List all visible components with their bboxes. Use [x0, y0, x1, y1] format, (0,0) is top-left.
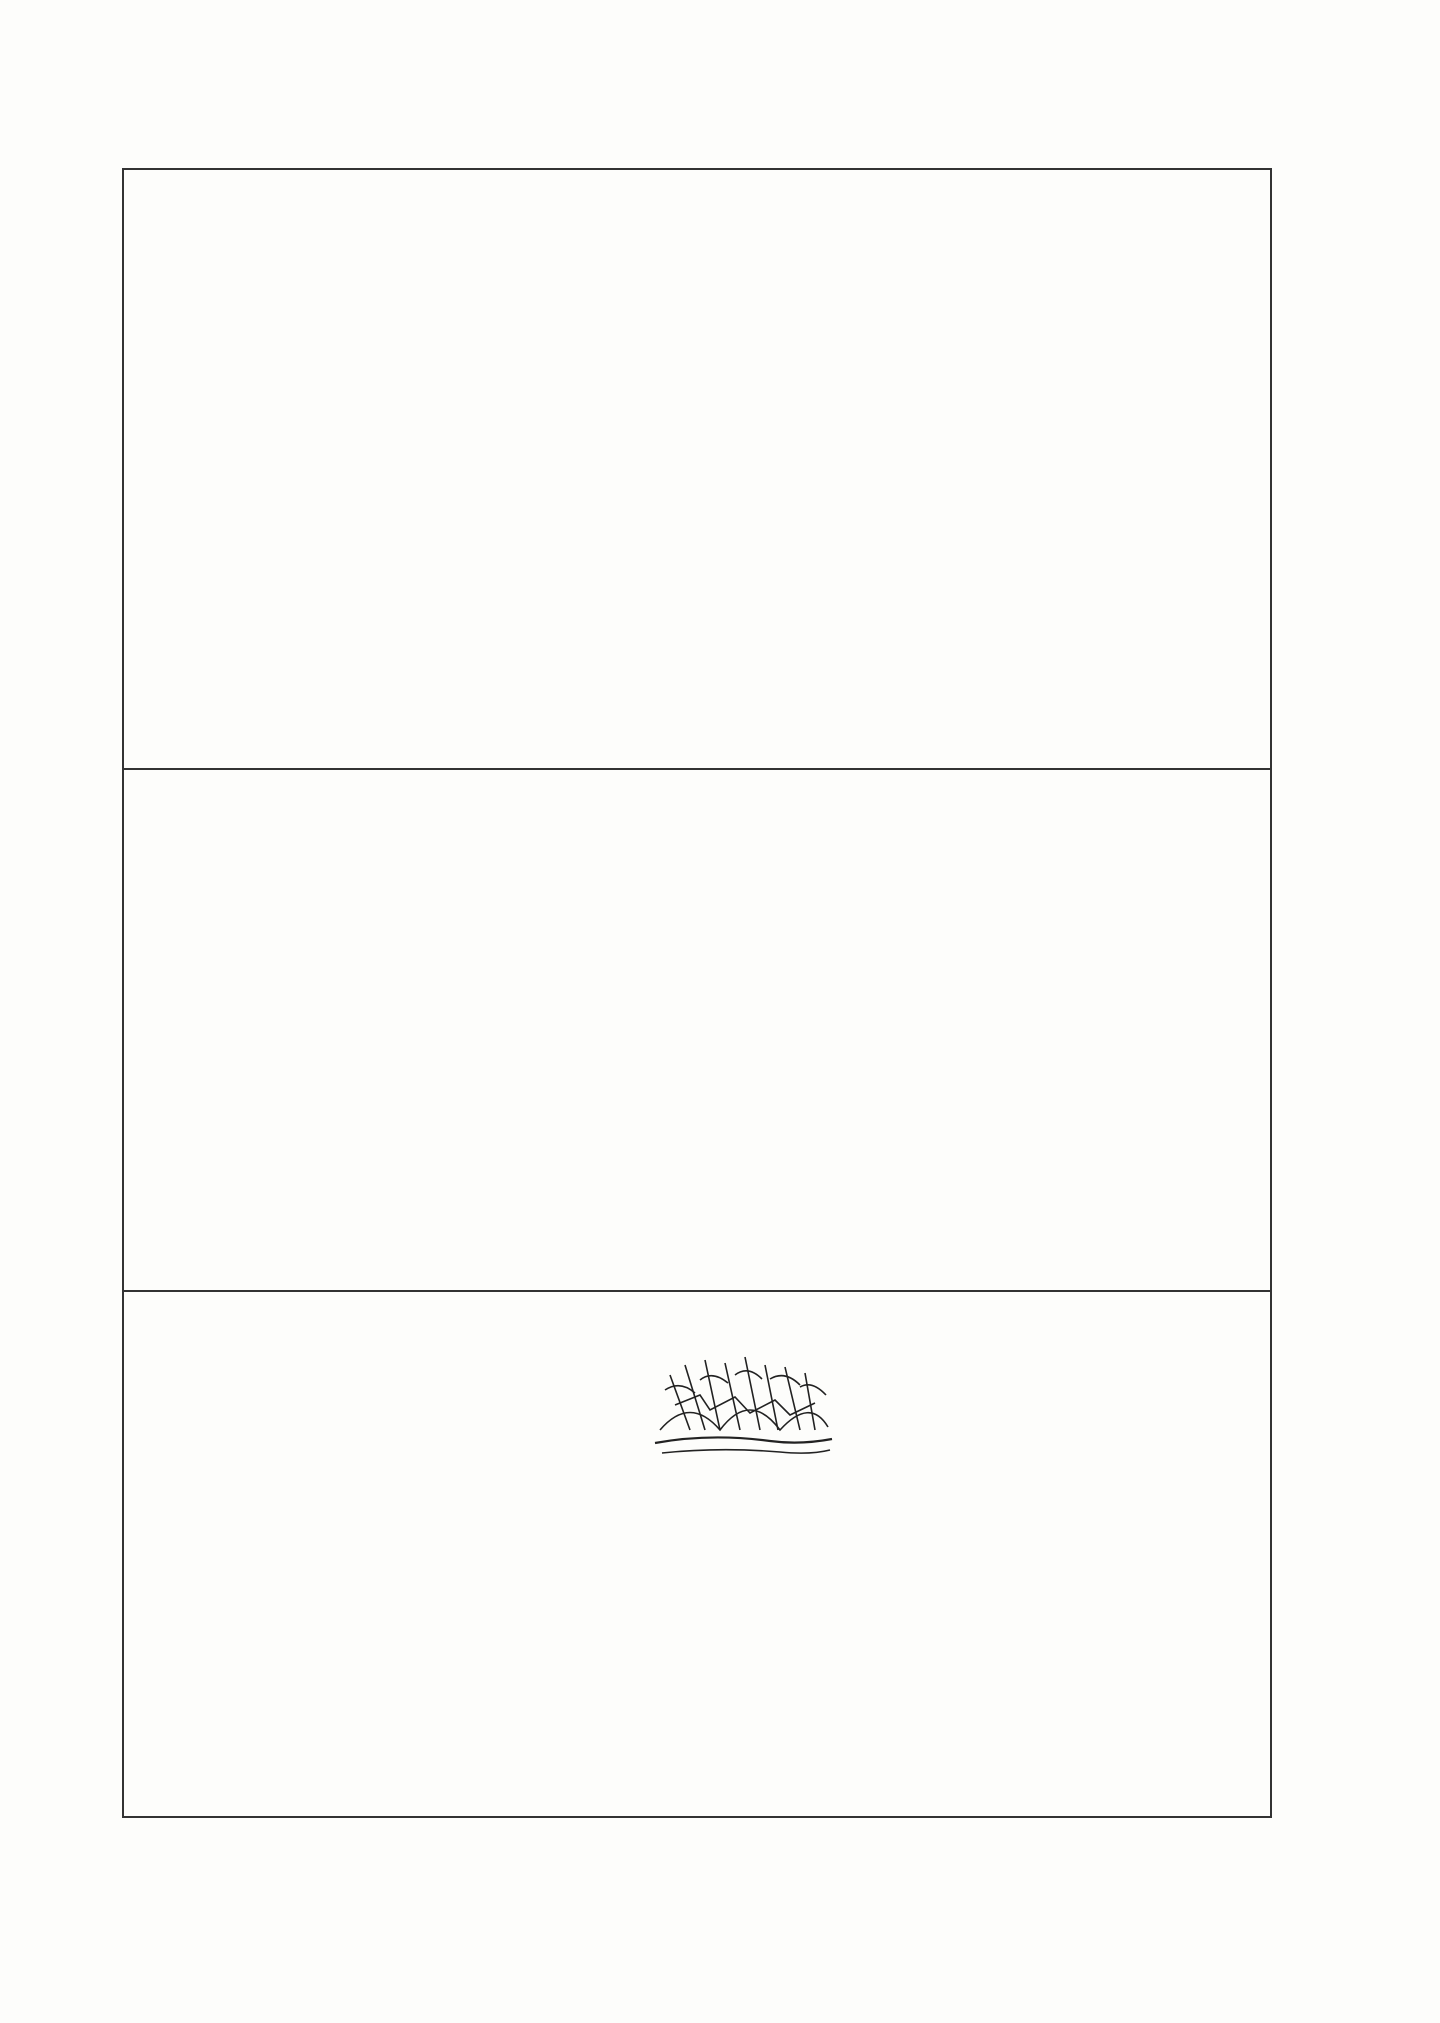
province-district-table-lower [935, 1300, 1265, 1790]
divider-top [122, 768, 1272, 770]
sakamogi-drawing [650, 1335, 835, 1465]
divider-middle [122, 1290, 1272, 1292]
province-district-table [135, 780, 655, 1280]
